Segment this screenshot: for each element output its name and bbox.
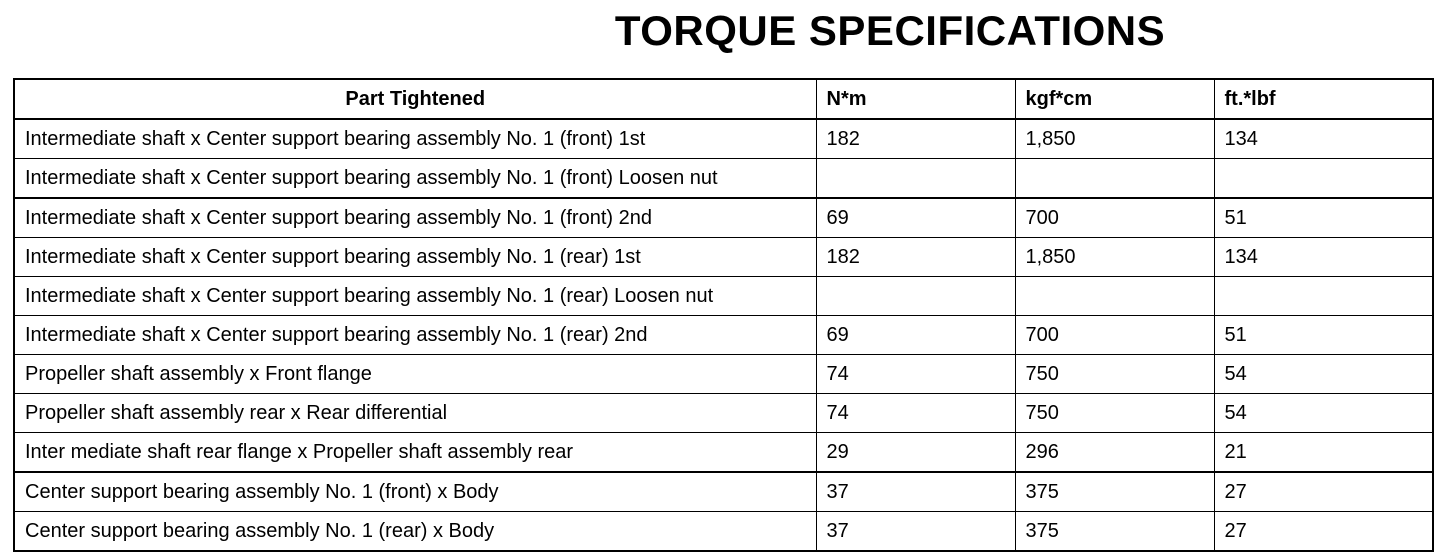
cell-nm	[816, 159, 1015, 199]
cell-nm: 182	[816, 238, 1015, 277]
table-row	[14, 355, 1433, 394]
torque-spec-table	[13, 78, 1434, 552]
cell-nm	[816, 277, 1015, 316]
cell-kgf-cm	[1015, 277, 1214, 316]
header-kgf-cm: kgf*cm	[1015, 79, 1214, 119]
cell-kgf-cm: 700	[1015, 316, 1214, 355]
cell-part: Propeller shaft assembly rear x Rear differential	[14, 394, 816, 433]
cell-ft-lbf: 51	[1214, 316, 1433, 355]
cell-kgf-cm: 1,850	[1015, 119, 1214, 159]
table-row	[14, 512, 1433, 552]
cell-ft-lbf: 21	[1214, 433, 1433, 473]
table-row	[14, 394, 1433, 433]
cell-nm: 74	[816, 394, 1015, 433]
cell-nm: 182	[816, 119, 1015, 159]
table-row	[14, 119, 1433, 159]
cell-part: Propeller shaft assembly x Front flange	[14, 355, 816, 394]
cell-nm: 29	[816, 433, 1015, 473]
page-title: TORQUE SPECIFICATIONS	[614, 7, 1166, 54]
table-row	[14, 433, 1433, 473]
cell-part: Center support bearing assembly No. 1 (front) x Body	[14, 472, 816, 512]
cell-nm: 69	[816, 198, 1015, 238]
table-header-row	[14, 79, 1433, 119]
cell-part: Intermediate shaft x Center support bearing assembly No. 1 (rear) 2nd	[14, 316, 816, 355]
cell-ft-lbf: 54	[1214, 394, 1433, 433]
cell-kgf-cm: 750	[1015, 355, 1214, 394]
table-row	[14, 472, 1433, 512]
cell-kgf-cm: 296	[1015, 433, 1214, 473]
cell-kgf-cm: 1,850	[1015, 238, 1214, 277]
cell-part: Intermediate shaft x Center support bearing assembly No. 1 (rear) Loosen nut	[14, 277, 816, 316]
cell-part: Intermediate shaft x Center support bearing assembly No. 1 (front) Loosen nut	[14, 159, 816, 199]
cell-kgf-cm: 700	[1015, 198, 1214, 238]
cell-nm: 37	[816, 472, 1015, 512]
cell-part: Intermediate shaft x Center support bearing assembly No. 1 (front) 2nd	[14, 198, 816, 238]
cell-kgf-cm: 375	[1015, 472, 1214, 512]
table-row	[14, 238, 1433, 277]
cell-ft-lbf: 134	[1214, 119, 1433, 159]
cell-part: Intermediate shaft x Center support bearing assembly No. 1 (rear) 1st	[14, 238, 816, 277]
cell-part: Intermediate shaft x Center support bearing assembly No. 1 (front) 1st	[14, 119, 816, 159]
cell-part: Center support bearing assembly No. 1 (rear) x Body	[14, 512, 816, 552]
table-row	[14, 316, 1433, 355]
cell-ft-lbf	[1214, 277, 1433, 316]
cell-kgf-cm: 750	[1015, 394, 1214, 433]
cell-ft-lbf: 27	[1214, 472, 1433, 512]
table-row	[14, 277, 1433, 316]
table-row	[14, 198, 1433, 238]
cell-ft-lbf: 134	[1214, 238, 1433, 277]
header-ft-lbf: ft.*lbf	[1214, 79, 1433, 119]
cell-ft-lbf	[1214, 159, 1433, 199]
cell-nm: 37	[816, 512, 1015, 552]
header-part-tightened: Part Tightened	[14, 79, 816, 119]
table-row	[14, 159, 1433, 199]
cell-nm: 74	[816, 355, 1015, 394]
cell-ft-lbf: 54	[1214, 355, 1433, 394]
cell-nm: 69	[816, 316, 1015, 355]
cell-ft-lbf: 27	[1214, 512, 1433, 552]
cell-part: Inter mediate shaft rear flange x Propeller shaft assembly rear	[14, 433, 816, 473]
cell-ft-lbf: 51	[1214, 198, 1433, 238]
header-nm: N*m	[816, 79, 1015, 119]
cell-kgf-cm	[1015, 159, 1214, 199]
cell-kgf-cm: 375	[1015, 512, 1214, 552]
